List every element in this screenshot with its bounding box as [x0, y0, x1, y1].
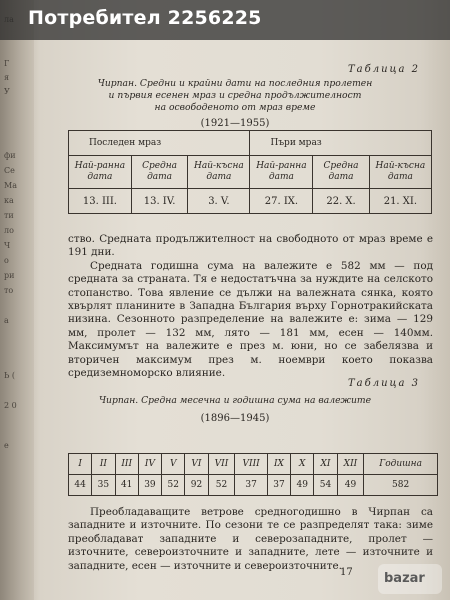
table3-title: Чирпан. Средна месечна и годишна сума на валежите — [98, 395, 372, 406]
table2-cell: 13. IV. — [131, 189, 187, 214]
table3-cell: 52 — [208, 475, 235, 496]
table3-period: (1896—1945) — [200, 413, 270, 424]
table2-header: Най-ранна дата — [69, 156, 132, 189]
table2-title-line-1: Чирпан. Средни и крайни дати на последния пролетен — [97, 78, 373, 89]
table2-group-first-frost: Пъри мраз — [250, 131, 432, 156]
table3-header: IV — [138, 454, 161, 475]
table2-group-last-frost: Последен мраз — [69, 131, 250, 156]
left-edge-text: Г я У фи Се Ма ка ти ло Ч о ри то а Ь ( 2 0 е — [4, 59, 17, 450]
table3-header: I — [69, 454, 92, 475]
table2-cell: 13. III. — [69, 189, 132, 214]
table3-cell: 92 — [185, 475, 208, 496]
table3-header: VII — [208, 454, 235, 475]
table2-label: Таблица 2 — [347, 64, 420, 75]
table3-cell: 37 — [235, 475, 267, 496]
table2-header: Най-ранна дата — [250, 156, 313, 189]
marketplace-logo — [378, 564, 442, 594]
marketplace-logo-text: bazar — [384, 571, 425, 586]
table2-cell: 27. IX. — [250, 189, 313, 214]
table3-header: X — [291, 454, 314, 475]
table3-header: Годишна — [364, 454, 438, 475]
winds-text-block — [68, 506, 433, 573]
table2-header: Средна дата — [313, 156, 369, 189]
precipitation-table — [68, 453, 438, 496]
table3-header: V — [162, 454, 185, 475]
table2-header: Най-късна дата — [369, 156, 431, 189]
table3-cell: 44 — [69, 475, 92, 496]
left-page-edge — [0, 0, 34, 600]
table2-period: (1921—1955) — [200, 118, 270, 129]
table2-cell: 3. V. — [188, 189, 250, 214]
table3-cell: 39 — [138, 475, 161, 496]
table2-header: Най-късна дата — [188, 156, 250, 189]
page-number: 17 — [340, 567, 353, 578]
table3-cell: 41 — [115, 475, 138, 496]
table2-title-line-3: на освободеното от мраз време — [154, 102, 316, 113]
table2-header: Средна дата — [131, 156, 187, 189]
table3-cell: 52 — [162, 475, 185, 496]
table3-cell: 582 — [364, 475, 438, 496]
frost-dates-table — [68, 130, 432, 214]
table3-cell: 54 — [314, 475, 337, 496]
table3-header: IX — [267, 454, 290, 475]
climate-text-block — [68, 233, 433, 380]
table2-title-line-2: и първия есенен мраз и средна продължителност — [108, 90, 362, 101]
seller-banner-title: Потребител 2256225 — [28, 7, 262, 29]
table3-label: Таблица 3 — [347, 378, 420, 389]
paragraph: ство. Средната продължителност на свободното от мраз време е 191 дни. — [68, 233, 433, 259]
table2-cell: 21. XI. — [369, 189, 431, 214]
table3-header: VIII — [235, 454, 267, 475]
book-page — [40, 40, 440, 600]
table3-cell: 35 — [92, 475, 115, 496]
table3-cell: 49 — [337, 475, 364, 496]
table3-header: XII — [337, 454, 364, 475]
paragraph: Средната годишна сума на валежите е 582 мм — под средната за страната. Тя е недостатъчна за нуждите на селското стопанство. Това явление се дължи на валежната сянка, която хвърлят планините в Западна България върху Горнотракийската низина. Сезонното разпределение на валежите е: зима — 129 мм, пролет — 132 мм, лято — 181 мм, есен — 140мм. Максимумът на валежите е през м. юни, но се забелязва и вторичен максимум през м. ноември което показва средиземноморско влияние. — [68, 259, 433, 380]
table3-header: XI — [314, 454, 337, 475]
table2-cell: 22. X. — [313, 189, 369, 214]
table3-header: III — [115, 454, 138, 475]
table3-cell: 37 — [267, 475, 290, 496]
table3-header: II — [92, 454, 115, 475]
seller-banner — [0, 0, 450, 40]
table3-cell: 49 — [291, 475, 314, 496]
table3-header: VI — [185, 454, 208, 475]
paragraph: Преобладаващите ветрове средногодишно в Чирпан са западните и източните. По сезони те се разпределят така: зиме преобладават западните и северозападните, пролет — източните, североизточните и западните, лете — източните и западните, есен — източните и североизточните. — [68, 506, 433, 572]
